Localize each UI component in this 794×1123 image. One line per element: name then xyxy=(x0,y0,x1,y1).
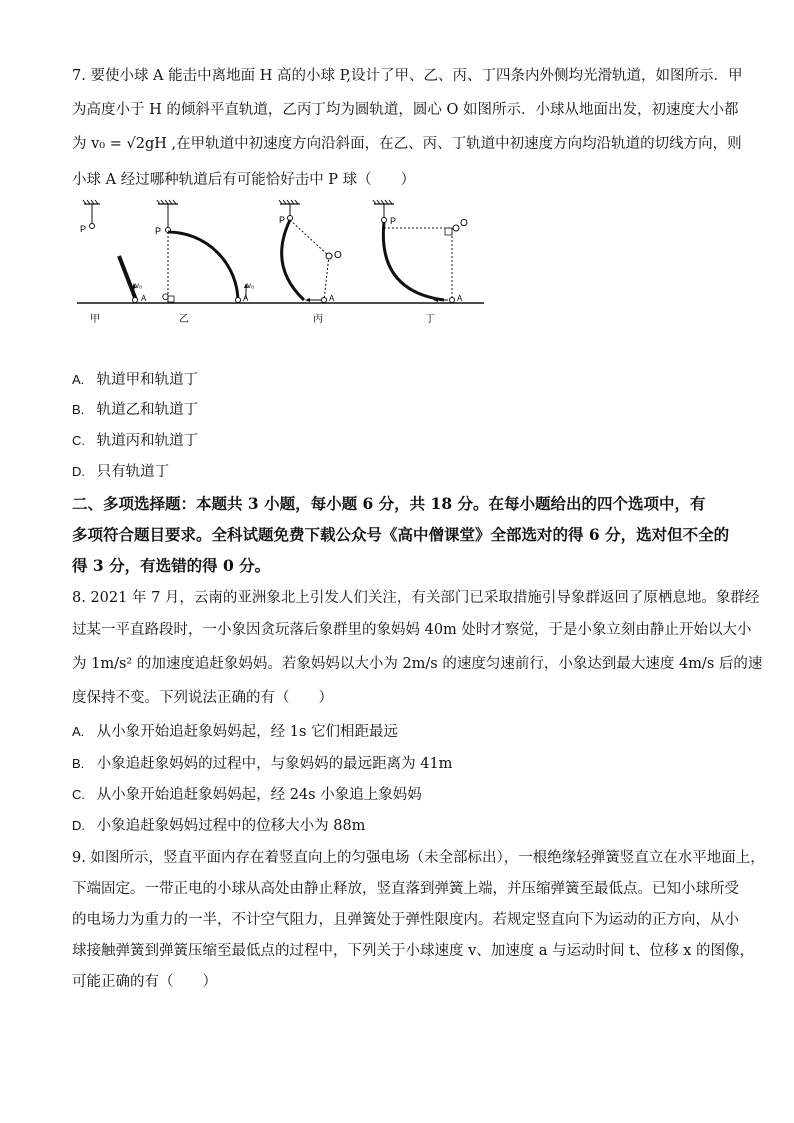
ball-p-jia xyxy=(90,224,95,229)
track-yi xyxy=(155,200,254,325)
q7-option-b[interactable] xyxy=(72,400,198,420)
q7-line-4: 小球 A 经过哪种轨道后有可能恰好击中 P 球（ ） xyxy=(72,172,416,188)
track-ding xyxy=(373,200,468,325)
option-text: 轨道乙和轨道丁 xyxy=(96,402,199,418)
option-letter: C. xyxy=(72,787,85,802)
q8-line-3: 为 1m/s² 的加速度追赶象妈妈。若象妈妈以大小为 2m/s 的速度匀速前行，小象达到最大速度 4m/s 后的速 xyxy=(72,656,763,672)
option-letter: A. xyxy=(72,372,85,387)
ball-a-yi xyxy=(236,298,241,303)
section2-line-2: 多项符合题目要求。全科试题免费下载公众号《高中僧课堂》全部选对的得 6 分，选对但不全的 xyxy=(72,525,730,544)
option-text: 从小象开始追赶象妈妈起，经 24s 小象追上象妈妈 xyxy=(96,787,422,803)
q9-line-1: 9. 如图所示，竖直平面内存在着竖直向上的匀强电场（未全部标出），一根绝缘轻弹簧竖直立在水平地面上， xyxy=(72,850,765,866)
label-p-yi: P xyxy=(155,226,162,236)
option-text: 只有轨道丁 xyxy=(96,464,170,480)
caption-yi: 乙 xyxy=(179,314,189,325)
label-o-yi: O xyxy=(162,292,170,302)
track-figure xyxy=(72,196,492,331)
option-letter: B. xyxy=(72,402,85,417)
track-bing xyxy=(279,200,342,325)
ball-p-ding xyxy=(382,218,387,223)
label-a-bing: A xyxy=(329,294,335,303)
label-p-ding: P xyxy=(390,216,397,226)
center-o-ding xyxy=(453,225,459,231)
arc-track-bing xyxy=(282,220,304,300)
label-o-bing: O xyxy=(334,250,342,261)
center-o-bing xyxy=(326,253,332,259)
option-text: 轨道丙和轨道丁 xyxy=(96,433,199,449)
option-text: 从小象开始追赶象妈妈起，经 1s 它们相距最远 xyxy=(96,724,398,740)
q7-option-a[interactable] xyxy=(72,370,198,390)
label-v0-jia: v₀ xyxy=(135,281,143,290)
label-a-jia: A xyxy=(141,294,147,303)
q8-option-d[interactable] xyxy=(72,816,365,836)
q7-option-d[interactable] xyxy=(72,462,169,482)
ball-a-bing xyxy=(322,298,327,303)
option-letter: C. xyxy=(72,433,85,448)
incline-track xyxy=(119,256,136,300)
q8-option-a[interactable] xyxy=(72,722,398,742)
q7-line-3: 为 v₀ = √2gH ,在甲轨道中初速度方向沿斜面，在乙、丙、丁轨道中初速度方向均沿轨道的切线方向，则 xyxy=(72,136,742,152)
track-jia xyxy=(80,200,147,325)
q9-line-4: 球接触弹簧到弹簧压缩至最低点的过程中，下列关于小球速度 v、加速度 a 与运动时间 t、位移 x 的图像， xyxy=(72,943,754,959)
label-p-jia: P xyxy=(80,224,87,234)
option-letter: D. xyxy=(72,464,85,479)
label-a-yi: A xyxy=(243,294,249,303)
q8-line-4: 度保持不变。下列说法正确的有（ ） xyxy=(72,690,333,706)
caption-bing: 丙 xyxy=(313,314,323,325)
q9-line-5: 可能正确的有（ ） xyxy=(72,974,217,990)
q7-line-2: 为高度小于 H 的倾斜平直轨道，乙丙丁均为圆轨道，圆心 O 如图所示．小球从地面出发，初速度大小都 xyxy=(72,102,739,118)
section2-line-3: 得 3 分，有选错的得 0 分。 xyxy=(72,556,271,575)
section2-line-1: 二、多项选择题：本题共 3 小题，每小题 6 分，共 18 分。在每小题给出的四个选项中，有 xyxy=(72,494,706,513)
q8-option-c[interactable] xyxy=(72,785,422,805)
option-text: 小象追赶象妈妈过程中的位移大小为 88m xyxy=(96,818,366,834)
option-text: 轨道甲和轨道丁 xyxy=(96,372,199,388)
ball-a-ding xyxy=(450,298,455,303)
option-letter: A. xyxy=(72,724,85,739)
label-v0-yi: v₀ xyxy=(247,281,255,290)
q8-line-1: 8. 2021 年 7 月，云南的亚洲象北上引发人们关注，有关部门已采取措施引导象群返回了原栖息地。象群经 xyxy=(72,590,760,606)
q7-option-c[interactable] xyxy=(72,431,198,451)
q9-line-2: 下端固定。一带正电的小球从高处由静止释放，竖直落到弹簧上端，并压缩弹簧至最低点。已知小球所受 xyxy=(72,881,739,897)
label-o-ding: O xyxy=(460,218,468,229)
caption-jia: 甲 xyxy=(90,314,100,325)
label-a-ding: A xyxy=(457,294,463,303)
caption-ding: 丁 xyxy=(425,314,435,325)
quarter-circle-track xyxy=(168,232,238,302)
option-text: 小象追赶象妈妈的过程中，与象妈妈的最远距离为 41m xyxy=(96,756,453,772)
q9-line-3: 的电场力为重力的一半，不计空气阻力，且弹簧处于弹性限度内。若规定竖直向下为运动的正方向，从小 xyxy=(72,912,739,928)
label-p-bing: P xyxy=(279,215,286,225)
ball-a-jia xyxy=(133,298,138,303)
q8-option-b[interactable] xyxy=(72,754,452,774)
ball-p-bing xyxy=(288,216,293,221)
option-letter: D. xyxy=(72,818,85,833)
q7-line-1: 7. 要使小球 A 能击中离地面 H 高的小球 P,设计了甲、乙、丙、丁四条内外侧均光滑轨道，如图所示．甲 xyxy=(72,68,743,84)
q8-line-2: 过某一平直路段时，一小象因贪玩落后象群里的象妈妈 40m 处时才察觉，于是小象立刻由静止开始以大小 xyxy=(72,622,752,638)
option-letter: B. xyxy=(72,756,85,771)
arc-track-ding xyxy=(383,222,444,300)
